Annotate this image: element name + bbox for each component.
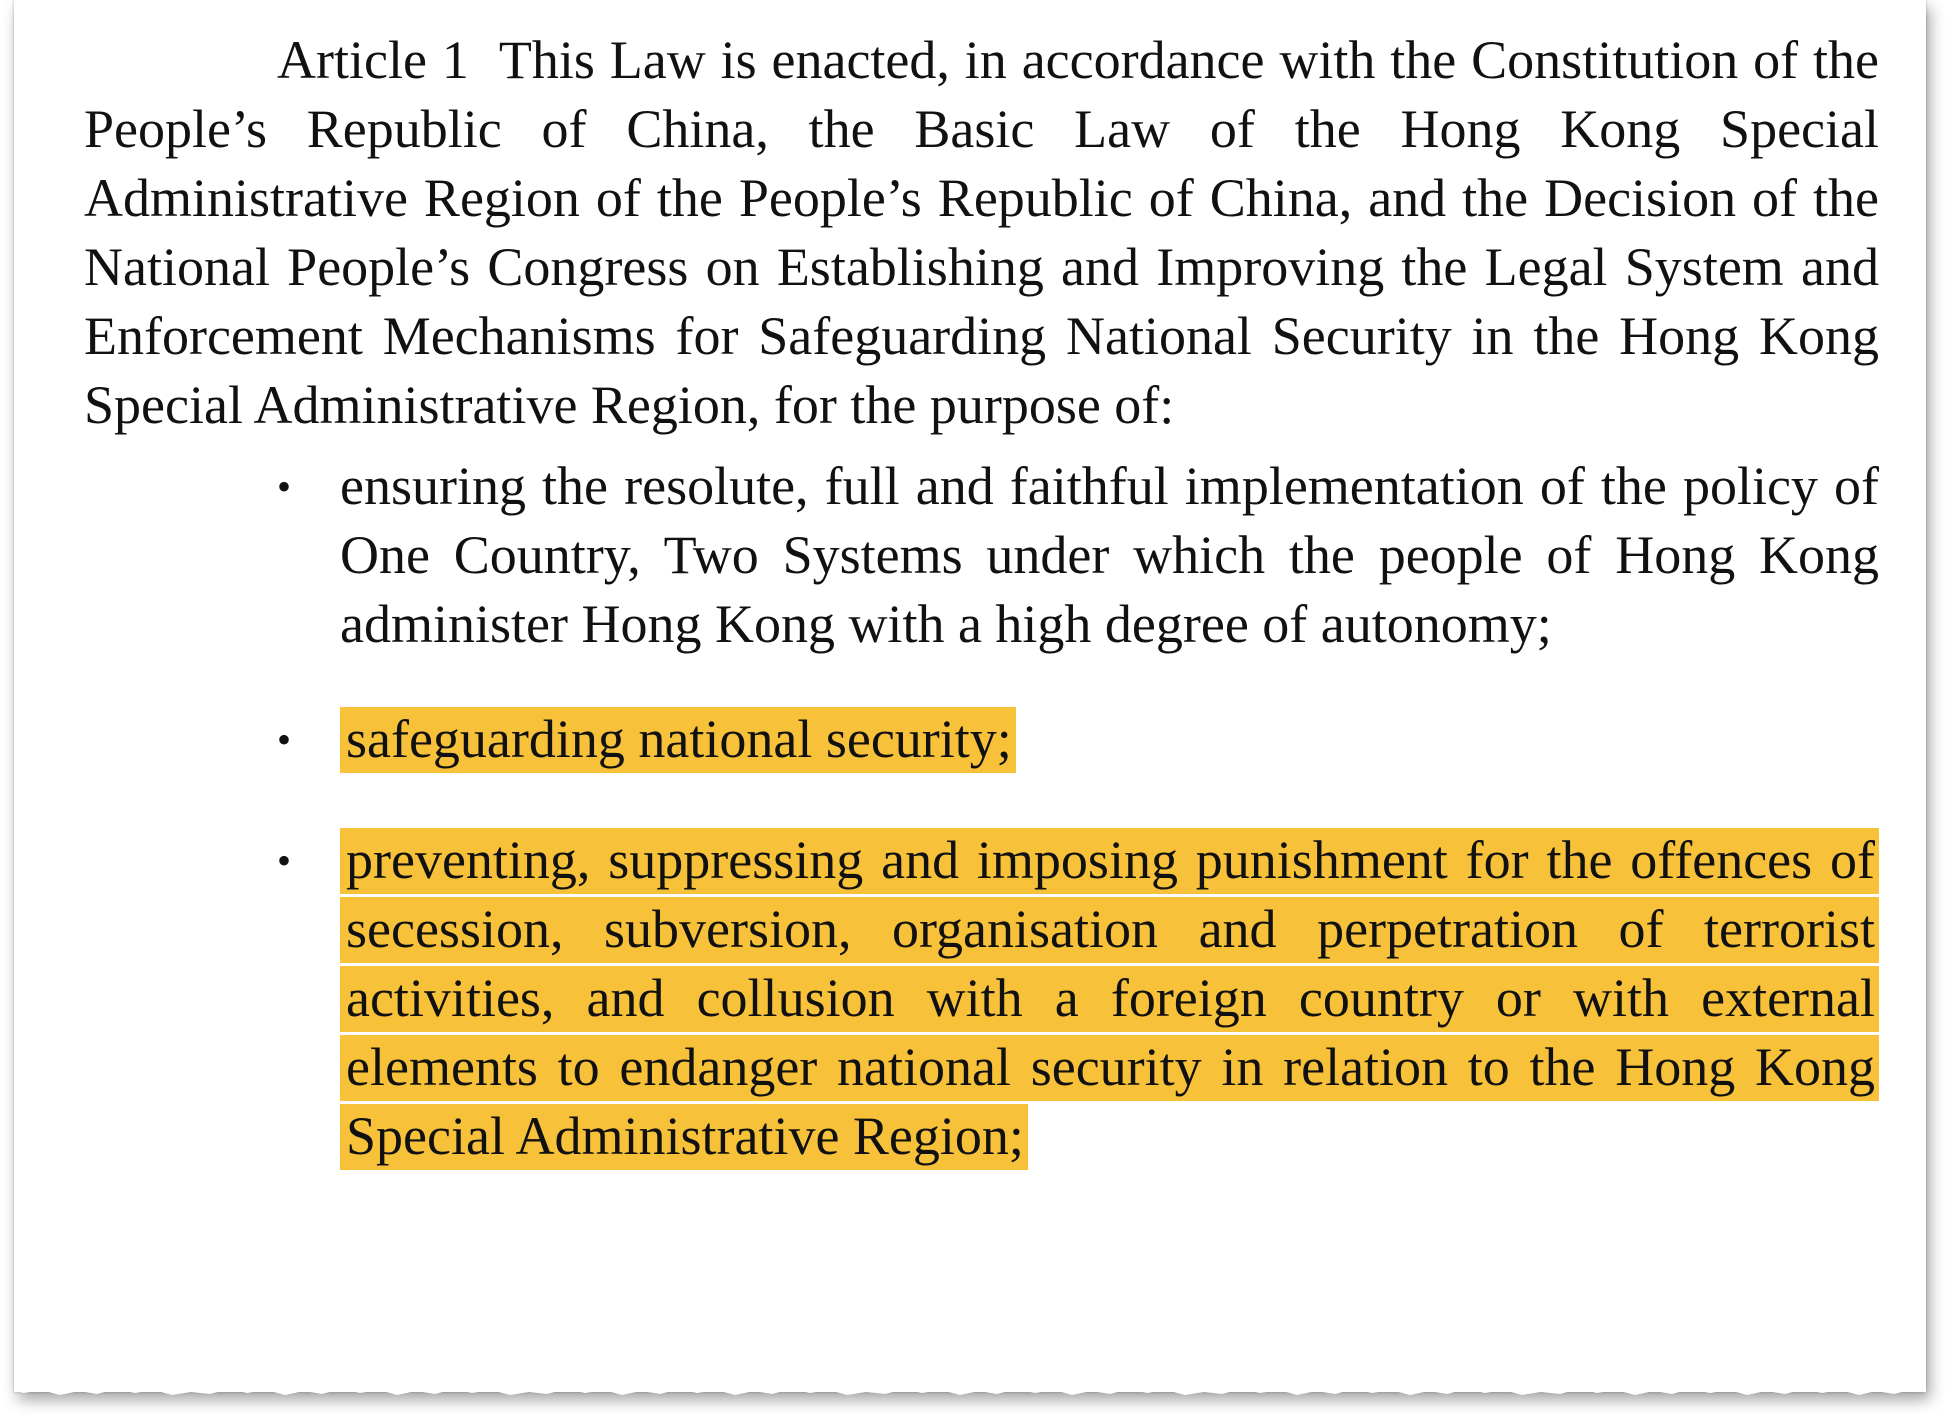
article-paragraph bbox=[84, 26, 1879, 440]
article-text: This Law is enacted, in accordance with the Constitution of the People’s Republic of China, the Basic Law of the Hong Kong Special Administrative Region of the People’s Republic of China, and the Decision of the National People’s Congress on Establishing and Improving the Legal System and Enforcement Mechanisms for Safeguarding National Security in the Hong Kong Special Administrative Region, for the purpose of: bbox=[84, 30, 1879, 435]
article-body bbox=[84, 26, 1879, 1171]
list-item bbox=[277, 452, 1879, 659]
purpose-list bbox=[84, 452, 1879, 1171]
bullet-icon: • bbox=[277, 464, 292, 509]
list-item bbox=[277, 826, 1879, 1171]
bullet-icon: • bbox=[277, 838, 292, 883]
torn-paper-edge bbox=[14, 1378, 1926, 1406]
list-item-text: ensuring the resolute, full and faithful implementation of the policy of One Country, Two Systems under which the people of Hong Kong administer Hong Kong with a high degree of autonomy; bbox=[340, 456, 1879, 654]
highlighted-text: safeguarding national security; bbox=[340, 707, 1016, 773]
bullet-icon: • bbox=[277, 717, 292, 762]
article-number: Article 1 bbox=[277, 30, 469, 90]
list-item bbox=[277, 705, 1879, 774]
highlighted-text: preventing, suppressing and imposing punishment for the offences of secession, subversion, organisation and perpetration of terrorist activities, and collusion with a foreign country or with external elements to endanger national security in relation to the Hong Kong Special Administrative Region; bbox=[340, 828, 1879, 1170]
document-page bbox=[14, 0, 1926, 1392]
